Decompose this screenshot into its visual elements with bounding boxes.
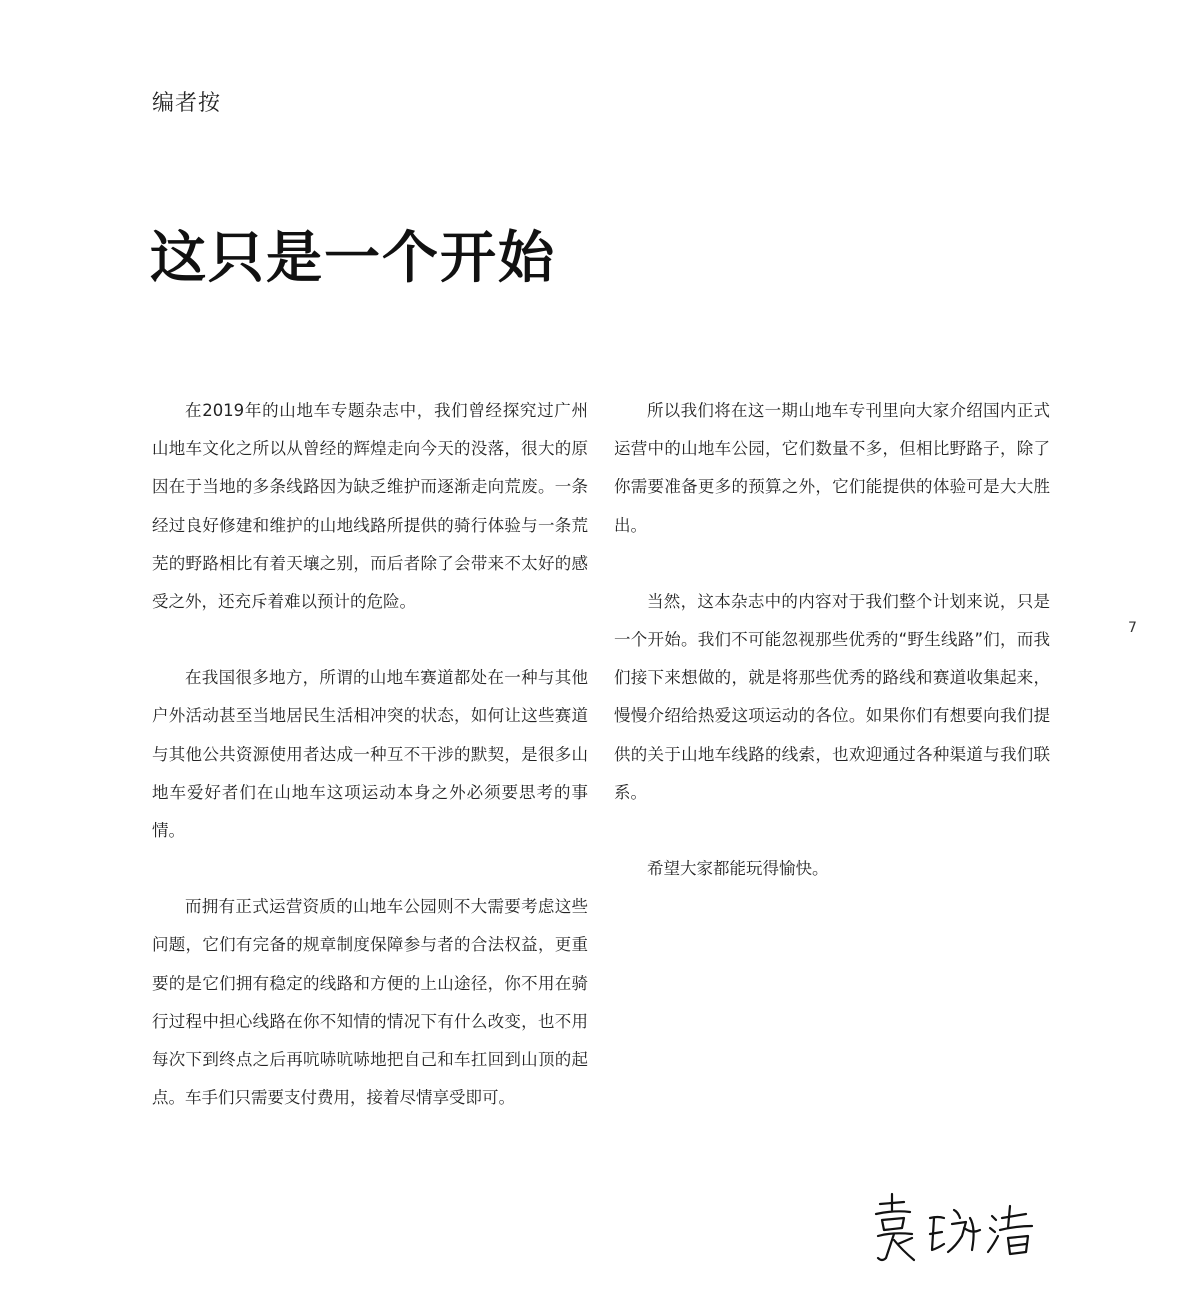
paragraph: 在2019年的山地车专题杂志中，我们曾经探究过广州山地车文化之所以从曾经的辉煌走向今天的没落，很大的原因在于当地的多条线路因为缺乏维护而逐渐走向荒废。一条经过良好修建和维护的山地线路所提供的骑行体验与一条荒芜的野路相比有着天壤之别，而后者除了会带来不太好的感受之外，还充斥着难以预计的危险。 <box>152 401 588 612</box>
section-kicker: 编者按 <box>152 91 222 116</box>
paragraph: 而拥有正式运营资质的山地车公园则不大需要考虑这些问题，它们有完备的规章制度保障参与者的合法权益，更重要的是它们拥有稳定的线路和方便的上山途径，你不用在骑行过程中担心线路在你不知情的情况下有什么改变，也不用每次下到终点之后再吭哧吭哧地把自己和车扛回到山顶的起点。车手们只需要支付费用，接着尽情享受即可。 <box>152 897 588 1108</box>
left-column <box>152 392 588 1155</box>
article-title: 这只是一个开始 <box>150 226 556 291</box>
page-number: 7 <box>1128 620 1137 636</box>
paragraph: 希望大家都能玩得愉快。 <box>647 859 829 879</box>
paragraph: 所以我们将在这一期山地车专刊里向大家介绍国内正式运营中的山地车公园，它们数量不多，但相比野路子，除了你需要准备更多的预算之外，它们能提供的体验可是大大胜出。 <box>614 401 1050 535</box>
paragraph: 当然，这本杂志中的内容对于我们整个计划来说，只是一个开始。我们不可能忽视那些优秀的“野生线路”们，而我们接下来想做的，就是将那些优秀的路线和赛道收集起来，慢慢介绍给热爱这项运动的各位。如果你们有想要向我们提供的关于山地车线路的线索，也欢迎通过各种渠道与我们联系。 <box>614 591 1050 802</box>
paragraph: 在我国很多地方，所谓的山地车赛道都处在一种与其他户外活动甚至当地居民生活相冲突的状态，如何让这些赛道与其他公共资源使用者达成一种互不干涉的默契，是很多山地车爱好者们在山地车这项运动本身之外必须要思考的事情。 <box>152 668 588 841</box>
right-column <box>614 392 1050 926</box>
handwritten-signature <box>868 1188 1048 1268</box>
